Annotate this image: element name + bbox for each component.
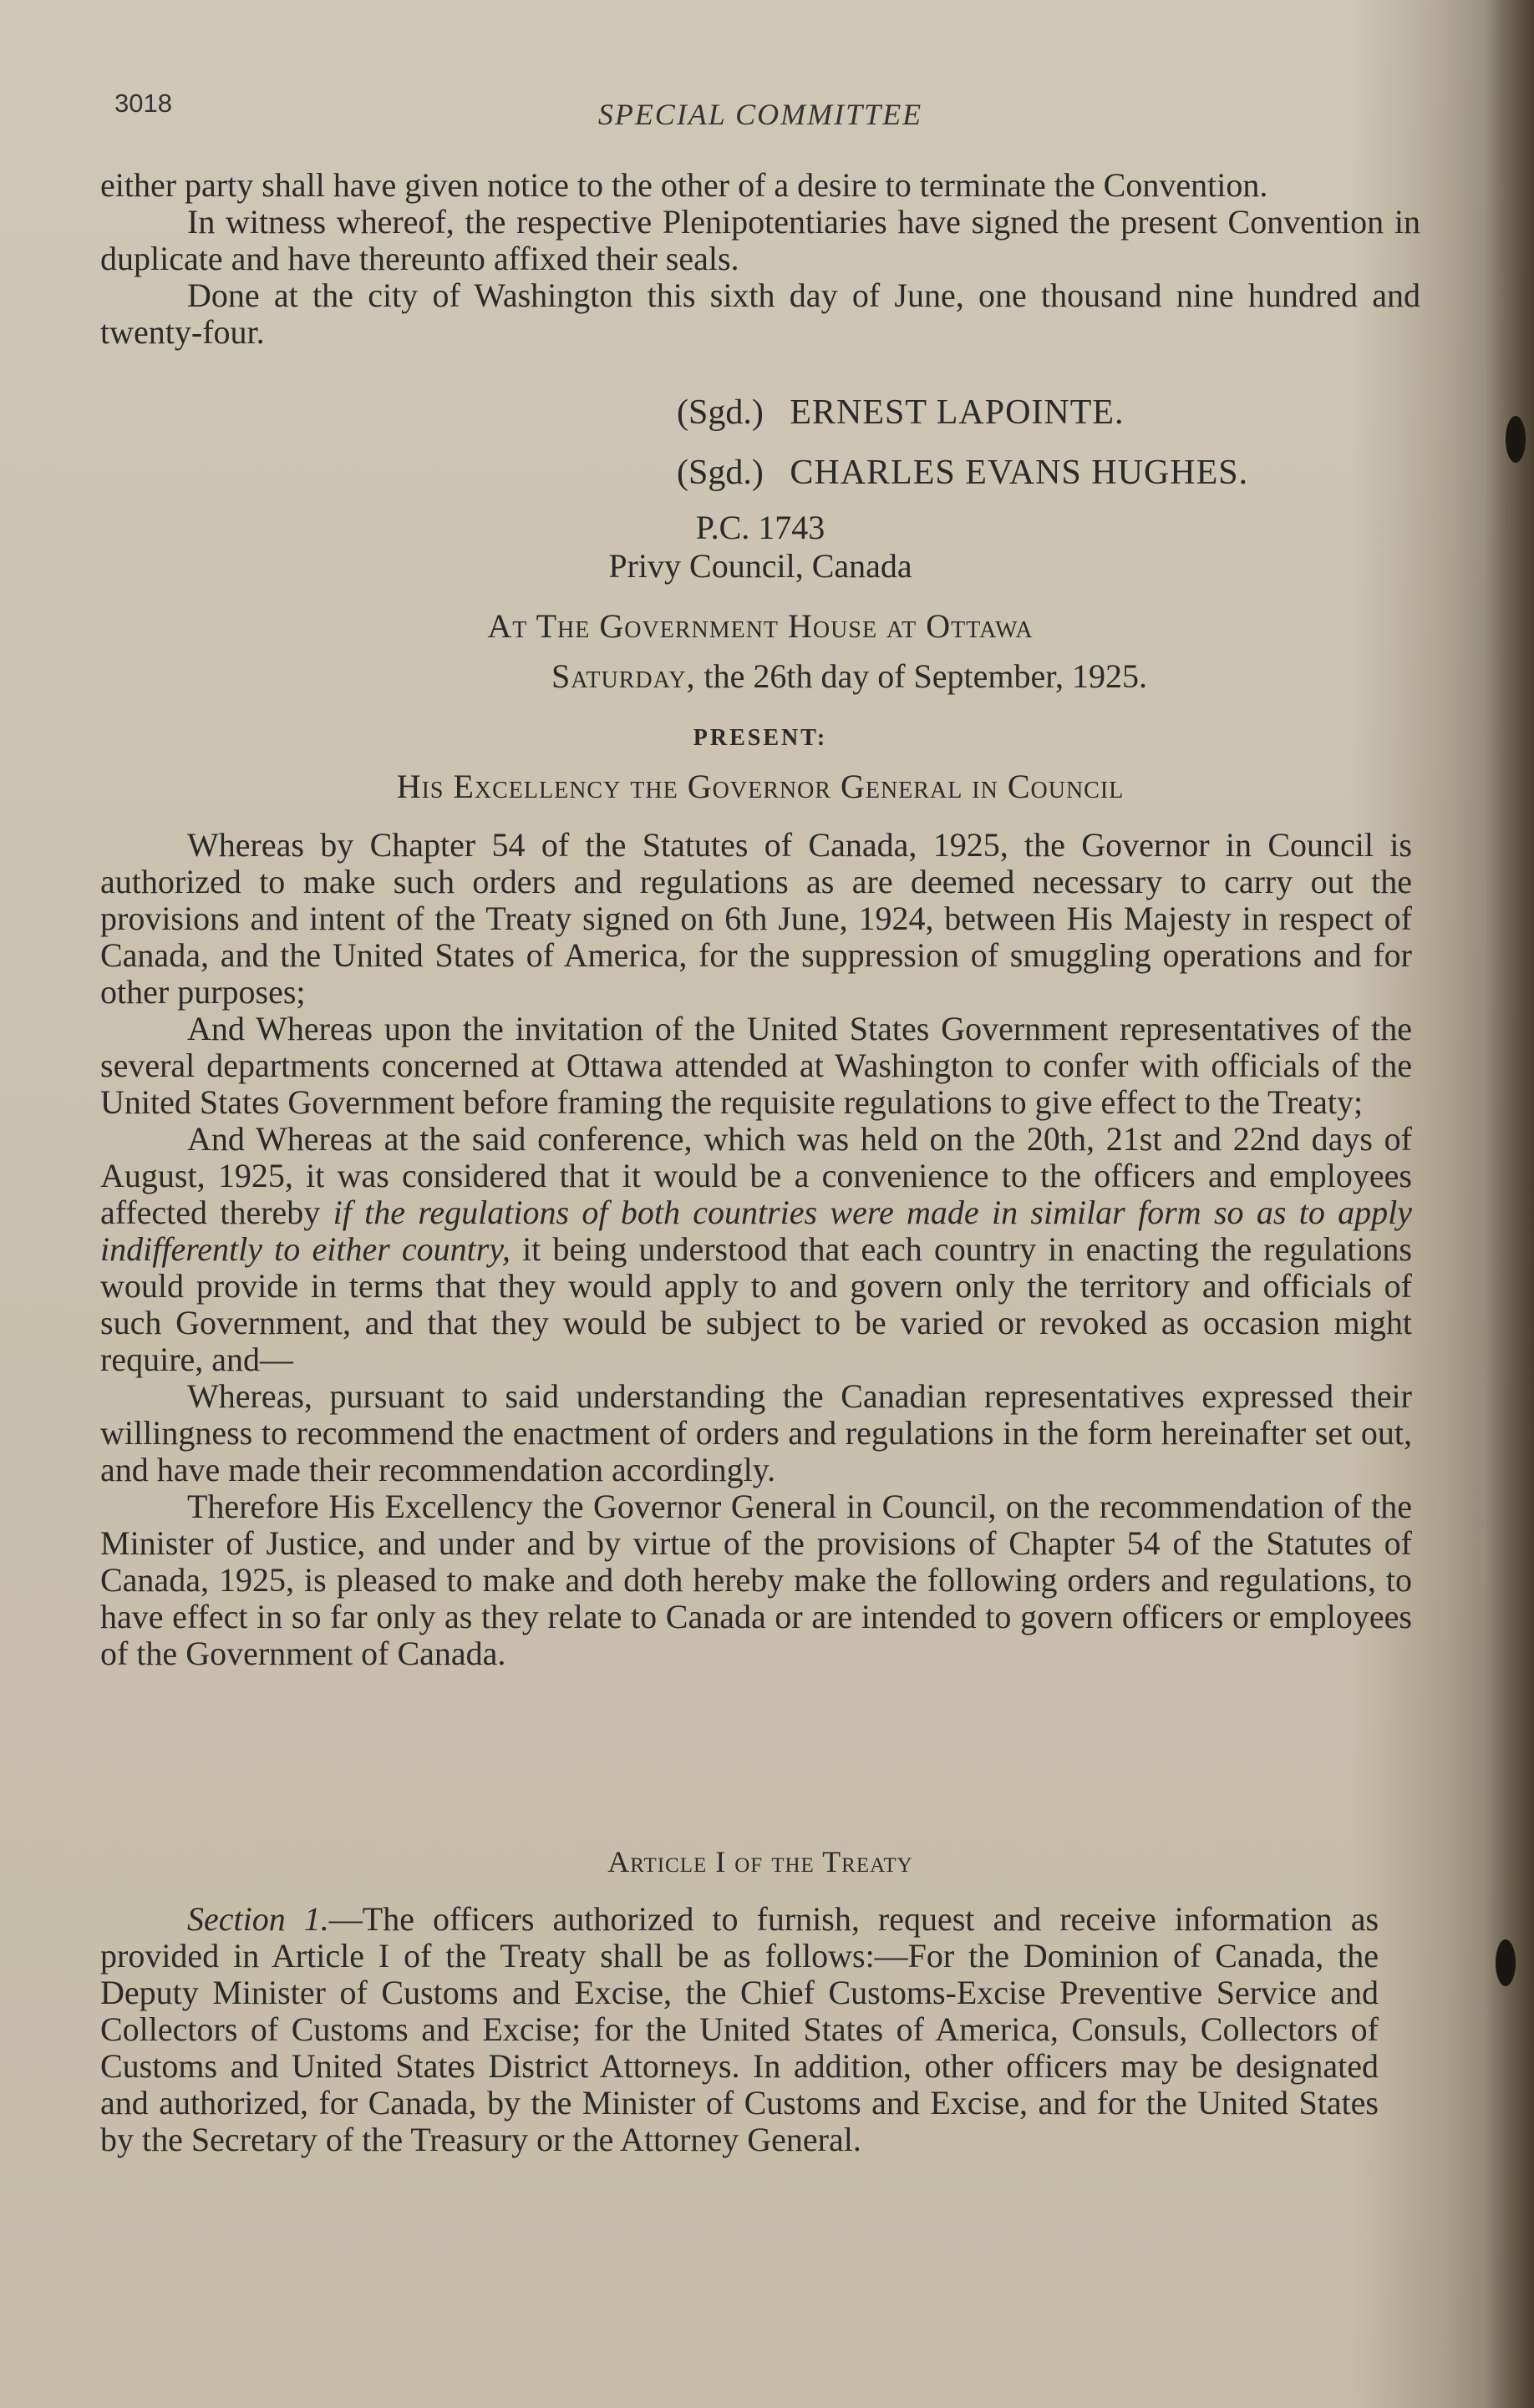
binding-edge — [1486, 0, 1534, 2408]
signature-prefix: (Sgd.) — [677, 454, 764, 492]
signature-hughes — [677, 453, 1248, 493]
pc-number: P.C. 1743 — [695, 509, 825, 546]
running-header-title: SPECIAL COMMITTEE — [597, 98, 923, 131]
paragraph-witness: In witness whereof, the respective Plenipotentiaries have signed the present Convention in duplicate and have thereunto affixed their seals. — [100, 203, 1420, 277]
paragraph-done-at: Done at the city of Washington this sixth day of June, one thousand nine hundred and twenty-four. — [100, 276, 1420, 351]
whereas-paragraph-3: And Whereas at the said conference, which was held on the 20th, 21st and 22nd days of August, 1925, it was considered that it would be a convenience to the officers and employees affected thereby if the regulations of both countries were made in similar form so as to apply indifferently to either country, it being understood that each country in enacting the regulations would provide in terms that they would apply to and govern only the territory and officials of such Government, and that they would be subject to be varied or revoked as occasion might require, and— — [100, 1120, 1412, 1378]
opening-text — [100, 167, 1420, 351]
location-line: At The Government House at Ottawa — [487, 607, 1034, 645]
signature-lapointe — [677, 393, 1125, 433]
authority-line: His Excellency the Governor General in Council — [396, 768, 1125, 805]
therefore-paragraph: Therefore His Excellency the Governor General in Council, on the recommendation of the Minister of Justice, and under and by virtue of the provisions of Chapter 54 of the Statutes of Canada, 1925, is pleased to make and doth hereby make the following orders and regulations, to have effect in so far only as they relate to Canada or are intended to govern officers or employees of the Government of Canada. — [100, 1488, 1412, 1672]
article-section — [100, 1901, 1379, 2158]
paragraph-convention-end: either party shall have given notice to the other of a desire to terminate the Convention. — [100, 166, 1268, 204]
binding-hole — [1506, 416, 1526, 463]
whereas-paragraph-1: Whereas by Chapter 54 of the Statutes of Canada, 1925, the Governor in Council is authorized to make such orders and regulations as are deemed necessary to carry out the provisions and intent of the Treaty signed on 6th June, 1924, between His Majesty in respect of Canada, and the United States of America, for the suppression of smuggling operations and for other purposes; — [100, 826, 1412, 1011]
signature-name: ERNEST LAPOINTE. — [790, 393, 1125, 432]
date-weekday: Saturday, — [551, 657, 696, 695]
date-line — [551, 656, 1147, 696]
section-1-paragraph — [100, 1901, 1379, 2158]
date-rest: the 26th day of September, 1925. — [704, 657, 1147, 695]
binding-hole — [1496, 1939, 1516, 1986]
section-text: —The officers authorized to furnish, request and receive information as provided in Article I of the Treaty shall be as follows:—For the Dominion of Canada, the Deputy Minister of Customs and Excise, the Chief Customs-Excise Preventive Service and Collectors of Customs and Excise; for the United States of America, Consuls, Collectors of Customs and United States District Attorneys. In addition, other officers may be designated and authorized, for Canada, by the Minister of Customs and Excise, and for the United States by the Secretary of the Treasury or the Attorney General. — [100, 1900, 1379, 2158]
whereas-paragraph-4: Whereas, pursuant to said understanding the Canadian representatives expressed their willingness to recommend the enactment of orders and regulations in the form hereinafter set out, and have made their recommendation accordingly. — [100, 1377, 1412, 1488]
section-label: Section 1. — [187, 1900, 329, 1938]
privy-council-line: Privy Council, Canada — [608, 547, 912, 585]
signature-name: CHARLES EVANS HUGHES. — [790, 454, 1249, 492]
order-body — [100, 827, 1412, 1672]
present-label: PRESENT: — [693, 725, 828, 751]
whereas-paragraph-2: And Whereas upon the invitation of the United States Government representatives of the several departments concerned at Ottawa attended at Washington to confer with officials of the United States Government before framing the requisite regulations to give effect to the Treaty; — [100, 1010, 1412, 1121]
article-heading: Article I of the Treaty — [607, 1845, 913, 1878]
page-number: 3018 — [114, 89, 172, 118]
signature-prefix: (Sgd.) — [677, 393, 764, 432]
italic-clause: if the regulations of both countries were made in similar form so as to apply indifferently to either country, — [100, 1194, 1412, 1268]
